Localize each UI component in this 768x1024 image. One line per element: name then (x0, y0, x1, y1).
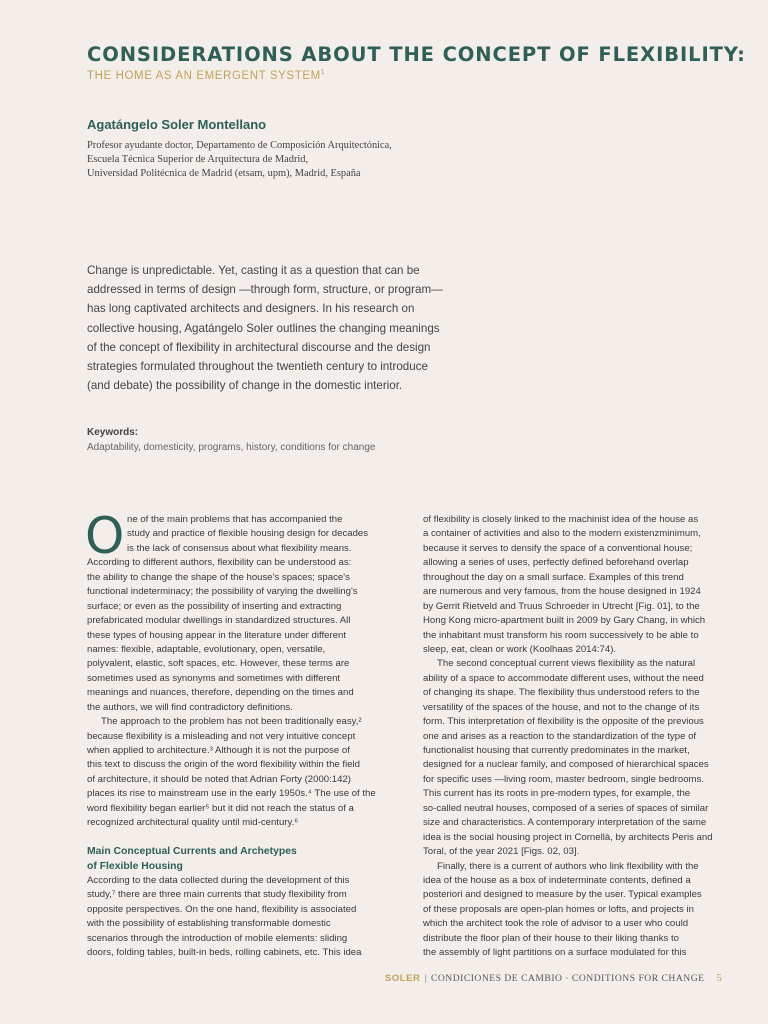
abstract-line: of the concept of flexibility in architectural discourse and the design (87, 340, 431, 354)
body-line: functionalist housing that currently predominates in the market, (423, 745, 690, 756)
body-line: functional indeterminacy; the possibility of varying the dwelling's (87, 586, 358, 598)
body-line: of changing its shape. The flexibility thus understood refers to the (423, 687, 700, 699)
body-line: places its rise to mainstream use in the early 1950s.⁴ The use of the (87, 788, 376, 800)
body-line: According to the data collected during the development of this (87, 874, 350, 886)
body-line: posteriori and designed to measure by the user. Typical examples (423, 889, 702, 901)
abstract-line: strategies formulated throughout the twentieth century to introduce (87, 360, 428, 374)
body-line: with the possibility of establishing transformable domestic (87, 918, 331, 930)
body-line: because flexibility is a misleading and not very intuitive concept (87, 730, 356, 742)
body-line: idea of the house as a box of indeterminate contents, defined a (423, 874, 691, 886)
body-line: of these proposals are open-plan homes or lofts, and projects in (423, 903, 694, 915)
body-line: According to different authors, flexibility can be understood as: (87, 557, 352, 569)
subtitle-text: THE HOME AS AN EMERGENT SYSTEM (87, 69, 321, 82)
body-line: This current has its roots in pre-modern types, for example, the (423, 788, 691, 800)
body-line: these types of housing appear in the literature under different (87, 629, 347, 641)
body-line: sometimes used as synonyms and sometimes with different (87, 672, 341, 684)
body-line: one and arises as a reaction to the standardization of the type of (423, 730, 697, 742)
body-line: names: flexible, adaptable, evolutionary, open, versatile, (87, 643, 326, 655)
body-line: Toral, of the year 2021 [Figs. 02, 03]. (423, 846, 580, 858)
body-line: for specific uses —living room, master bedroom, single bedrooms. (423, 773, 704, 785)
abstract-line: (and debate) the possibility of change in the domestic interior. (87, 379, 403, 393)
body-line: polyvalent, elastic, soft spaces, etc. However, these terms are (87, 658, 350, 670)
body-line: versatility of the spaces of the house, and not to the change of its (423, 701, 700, 713)
body-line: ability of a space to accommodate different uses, without the need (423, 672, 704, 684)
body-line: study and practice of flexible housing design for decades (127, 528, 369, 540)
body-line: allowing a series of uses, perfectly defined beforehand overlap (423, 557, 689, 569)
body-line: of architecture, it should be noted that Adrian Forty (2000:142) (87, 773, 351, 785)
keywords-label: Keywords: (87, 427, 139, 438)
body-line: designed for a nuclear family, and composed of hierarchical spaces (423, 759, 709, 771)
body-line: opposite perspectives. On the one hand, flexibility is associated (87, 903, 357, 915)
abstract (87, 261, 507, 395)
article-subtitle (87, 69, 325, 82)
body-line: meanings and nuances, therefore, depending on the times and (87, 687, 354, 699)
body-line: throughout the day on a small surface. Examples of this trend (423, 571, 684, 583)
drop-cap: O (85, 507, 125, 565)
body-line: the ability to change the shape of the house's spaces; space's (87, 571, 350, 583)
affiliation-line: Profesor ayudante doctor, Departamento de Composición Arquitectónica, (87, 140, 392, 151)
body-line: surface; or even as the possibility of inserting and extracting (87, 600, 342, 612)
body-line: The approach to the problem has not been traditionally easy,² (101, 716, 362, 728)
body-line: so-called neutral houses, composed of a series of spaces of similar (423, 802, 709, 814)
body-line: because it serves to densify the space of a conventional house; (423, 542, 693, 554)
body-line: size and characteristics. A contemporary interpretation of the same (423, 817, 707, 829)
section-heading: Main Conceptual Currents and Archetypes (87, 846, 297, 858)
body-line: the authors, we will find contradictory definitions. (87, 701, 293, 713)
page-number: 5 (716, 972, 722, 984)
subtitle-footnote-mark: 1 (320, 69, 326, 76)
body-line: when applied to architecture.³ Although it is not the purpose of (87, 745, 350, 756)
body-line: Finally, there is a current of authors who link flexibility with the (437, 860, 699, 872)
affiliation-line: Escuela Técnica Superior de Arquitectura de Madrid, (87, 154, 309, 165)
abstract-line: addressed in terms of design —through form, structure, or program— (87, 283, 443, 297)
body-line: idea is the social housing project in Cornellà, by architects Peris and (423, 831, 713, 843)
body-column-left (85, 507, 395, 961)
keywords-text: Adaptability, domesticity, programs, history, conditions for change (87, 442, 376, 453)
abstract-line: Change is unpredictable. Yet, casting it as a question that can be (87, 264, 420, 277)
body-column-right (423, 513, 731, 961)
body-line: sleep, eat, clean or work (Koolhaas 2014:74). (423, 643, 617, 655)
body-line: of flexibility is closely linked to the machinist idea of the house as (423, 514, 699, 525)
body-line: distribute the floor plan of their house to their liking thanks to (423, 932, 679, 944)
article-title: CONSIDERATIONS ABOUT THE CONCEPT OF FLEXIBILITY: (87, 43, 746, 66)
body-line: ne of the main problems that has accompanied the (127, 514, 343, 525)
body-line: is the lack of consensus about what flexibility means. (127, 542, 352, 554)
body-line: word flexibility began earlier⁵ but it did not reach the status of a (87, 802, 354, 814)
body-line: are numerous and very famous, from the house designed in 1924 (423, 586, 701, 598)
body-line: Hong Kong micro-apartment built in 2009 by Gary Chang, in which (423, 615, 706, 627)
running-footer (0, 972, 722, 984)
body-line: The second conceptual current views flexibility as the natural (437, 658, 696, 670)
affiliation-line: Universidad Politécnica de Madrid (etsam, upm), Madrid, España (87, 168, 361, 179)
body-line: study,⁷ there are three main currents that study flexibility from (87, 889, 347, 901)
body-line: doors, folding tables, built-in beds, rolling cabinets, etc. This idea (87, 947, 362, 959)
body-line: a container of activities and also to the modern existenzminimum, (423, 528, 701, 540)
body-line: scenarios through the introduction of mobile elements: sliding (87, 932, 348, 944)
abstract-line: has long captivated architects and designers. In his research on (87, 302, 415, 316)
body-line: this text to discuss the origin of the word flexibility within the field (87, 759, 361, 771)
body-line: the assembly of light partitions on a surface modulated for this (423, 947, 687, 959)
author-affiliation (87, 139, 507, 181)
body-line: the inhabitant must transform his room successively to be able to (423, 629, 699, 641)
section-heading: of Flexible Housing (87, 860, 183, 872)
body-line: which the architect took the role of advisor to a user who could (423, 918, 689, 930)
body-line: prefabricated modular dwellings in standardized structures. All (87, 615, 351, 627)
paragraph-gap (87, 831, 395, 845)
body-line: recognized architectural quality until mid-century.⁶ (87, 817, 299, 829)
abstract-line: collective housing, Agatángelo Soler outlines the changing meanings (87, 321, 440, 335)
footer-separator: | (424, 973, 427, 984)
body-line: by Gerrit Rietveld and Truus Schroeder in Utrecht [Fig. 01], to the (423, 600, 700, 612)
body-line: form. This interpretation of flexibility is the opposite of the previous (423, 716, 704, 728)
footer-author: SOLER (384, 973, 421, 984)
footer-title: CONDICIONES DE CAMBIO · CONDITIONS FOR CHANGE (430, 973, 705, 984)
author-name: Agatángelo Soler Montellano (87, 117, 267, 132)
